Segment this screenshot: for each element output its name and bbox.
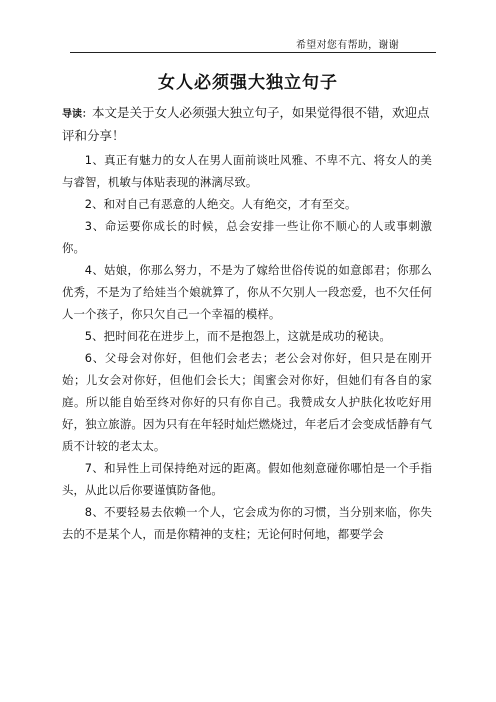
intro-text: 本文是关于女人必须强大独立句子，如果觉得很不错，欢迎点评和分享！ [62, 105, 430, 143]
paragraph-4: 4、姑娘，你那么努力，不是为了嫁给世俗传说的如意郎君；你那么优秀，不是为了给娃当个娘就算了，你从不欠别人一段恋爱，也不欠任何人一个孩子，你只欠自己一个幸福的模样。 [62, 263, 432, 321]
header-note: 希望对您有帮助，谢谢 [296, 40, 399, 51]
paragraph-8: 8、不要轻易去依赖一个人，它会成为你的习惯，当分别来临，你失去的不是某个人，而是你精神的支柱；无论何时何地，都要学会 [62, 505, 432, 541]
paragraph-7: 7、和异性上司保持绝对远的距离。假如他刻意碰你哪怕是一个手指头，从此以后你要谨慎防备他。 [62, 461, 432, 497]
page-title: 女人必须强大独立句子 [158, 73, 338, 93]
paragraph-1: 1、真正有魅力的女人在男人面前谈吐风雅、不卑不亢、将女人的美与睿智，机敏与体贴表现的淋漓尽致。 [62, 153, 432, 189]
paragraph-3: 3、命运要你成长的时候，总会安排一些让你不顺心的人或事刺激你。 [62, 219, 432, 255]
paragraph-6: 6、父母会对你好，但他们会老去；老公会对你好，但只是在刚开始；儿女会对你好，但他们会长大；闺蜜会对你好，但她们有各自的家庭。所以能自始至终对你好的只有你自己。我赞成女人护肤化妆吃好用好，独立旅游。因为只有在年轻时灿烂燃烧过，年老后才会变成恬静有气质不计较的老太太。 [62, 351, 432, 453]
paragraph-2: 2、和对自己有恶意的人绝交。人有绝交，才有至交。 [84, 197, 357, 211]
document-body [62, 102, 432, 545]
intro-label: 导读： [62, 109, 92, 120]
paragraph-5: 5、把时间花在进步上，而不是抱怨上，这就是成功的秘诀。 [84, 329, 391, 343]
intro-paragraph [62, 102, 432, 146]
header-divider [70, 52, 436, 53]
